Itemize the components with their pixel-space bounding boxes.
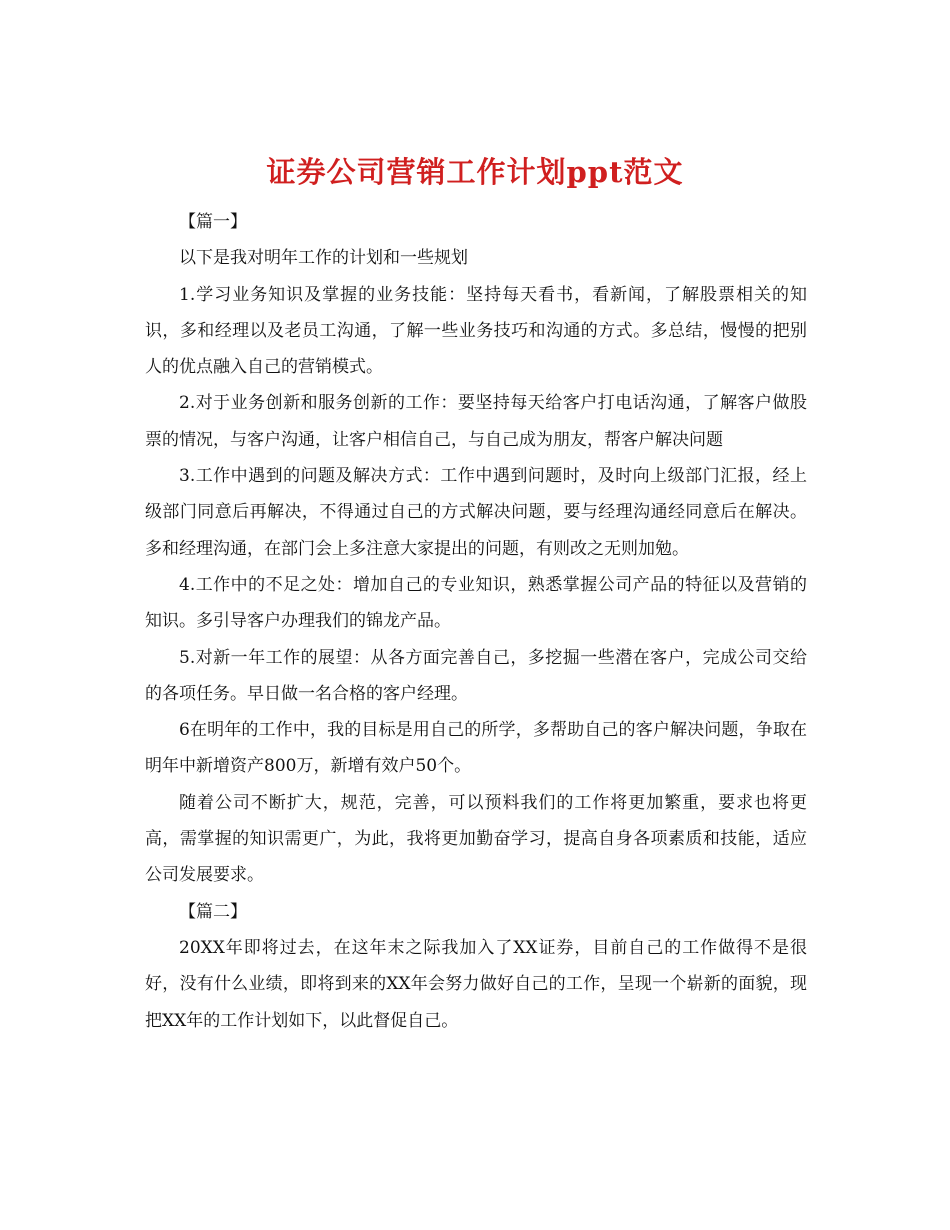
section-heading-2: 【篇二】 — [179, 901, 247, 922]
paragraph-item-3: 3.工作中遇到的问题及解决方式：工作中遇到问题时，及时向上级部门汇报，经上级部门同意后再解决，不得通过自己的方式解决问题，要与经理沟通经同意后在解决。多和经理沟通，在部门会上多注意大家提出的问题，有则改之无则加勉。 — [145, 466, 807, 559]
paragraph-item-2: 2.对于业务创新和服务创新的工作：要坚持每天给客户打电话沟通，了解客户做股票的情况，与客户沟通，让客户相信自己，与自己成为朋友，帮客户解决问题 — [145, 393, 807, 450]
paragraph-section2-intro: 20XX年即将过去，在这年末之际我加入了XX证券，目前自己的工作做得不是很好，没有什么业绩，即将到来的XX年会努力做好自己的工作，呈现一个崭新的面貌，现把XX年的工作计划如下，以此督促自己。 — [145, 937, 807, 1031]
paragraph-item-1: 1.学习业务知识及掌握的业务技能：坚持每天看书，看新闻，了解股票相关的知识，多和经理以及老员工沟通，了解一些业务技巧和沟通的方式。多总结，慢慢的把别人的优点融入自己的营销模式。 — [145, 284, 807, 378]
paragraph-intro: 以下是我对明年工作的计划和一些规划 — [179, 248, 468, 269]
paragraph-item-4: 4.工作中的不足之处：增加自己的专业知识，熟悉掌握公司产品的特征以及营销的知识。多引导客户办理我们的锦龙产品。 — [145, 574, 807, 632]
document-body — [145, 204, 807, 1039]
section-heading-1: 【篇一】 — [179, 212, 247, 232]
paragraph-item-5: 5.对新一年工作的展望：从各方面完善自己，多挖掘一些潜在客户，完成公司交给的各项任务。早日做一名合格的客户经理。 — [145, 647, 807, 704]
document-title: 证券公司营销工作计划ppt范文 — [266, 155, 684, 190]
paragraph-item-6: 6在明年的工作中，我的目标是用自己的所学，多帮助自己的客户解决问题，争取在明年中新增资产800万，新增有效户50个。 — [145, 720, 807, 777]
paragraph-conclusion: 随着公司不断扩大，规范，完善，可以预料我们的工作将更加繁重，要求也将更高，需掌握的知识需更广，为此，我将更加勤奋学习，提高自身各项素质和技能，适应公司发展要求。 — [145, 792, 807, 886]
